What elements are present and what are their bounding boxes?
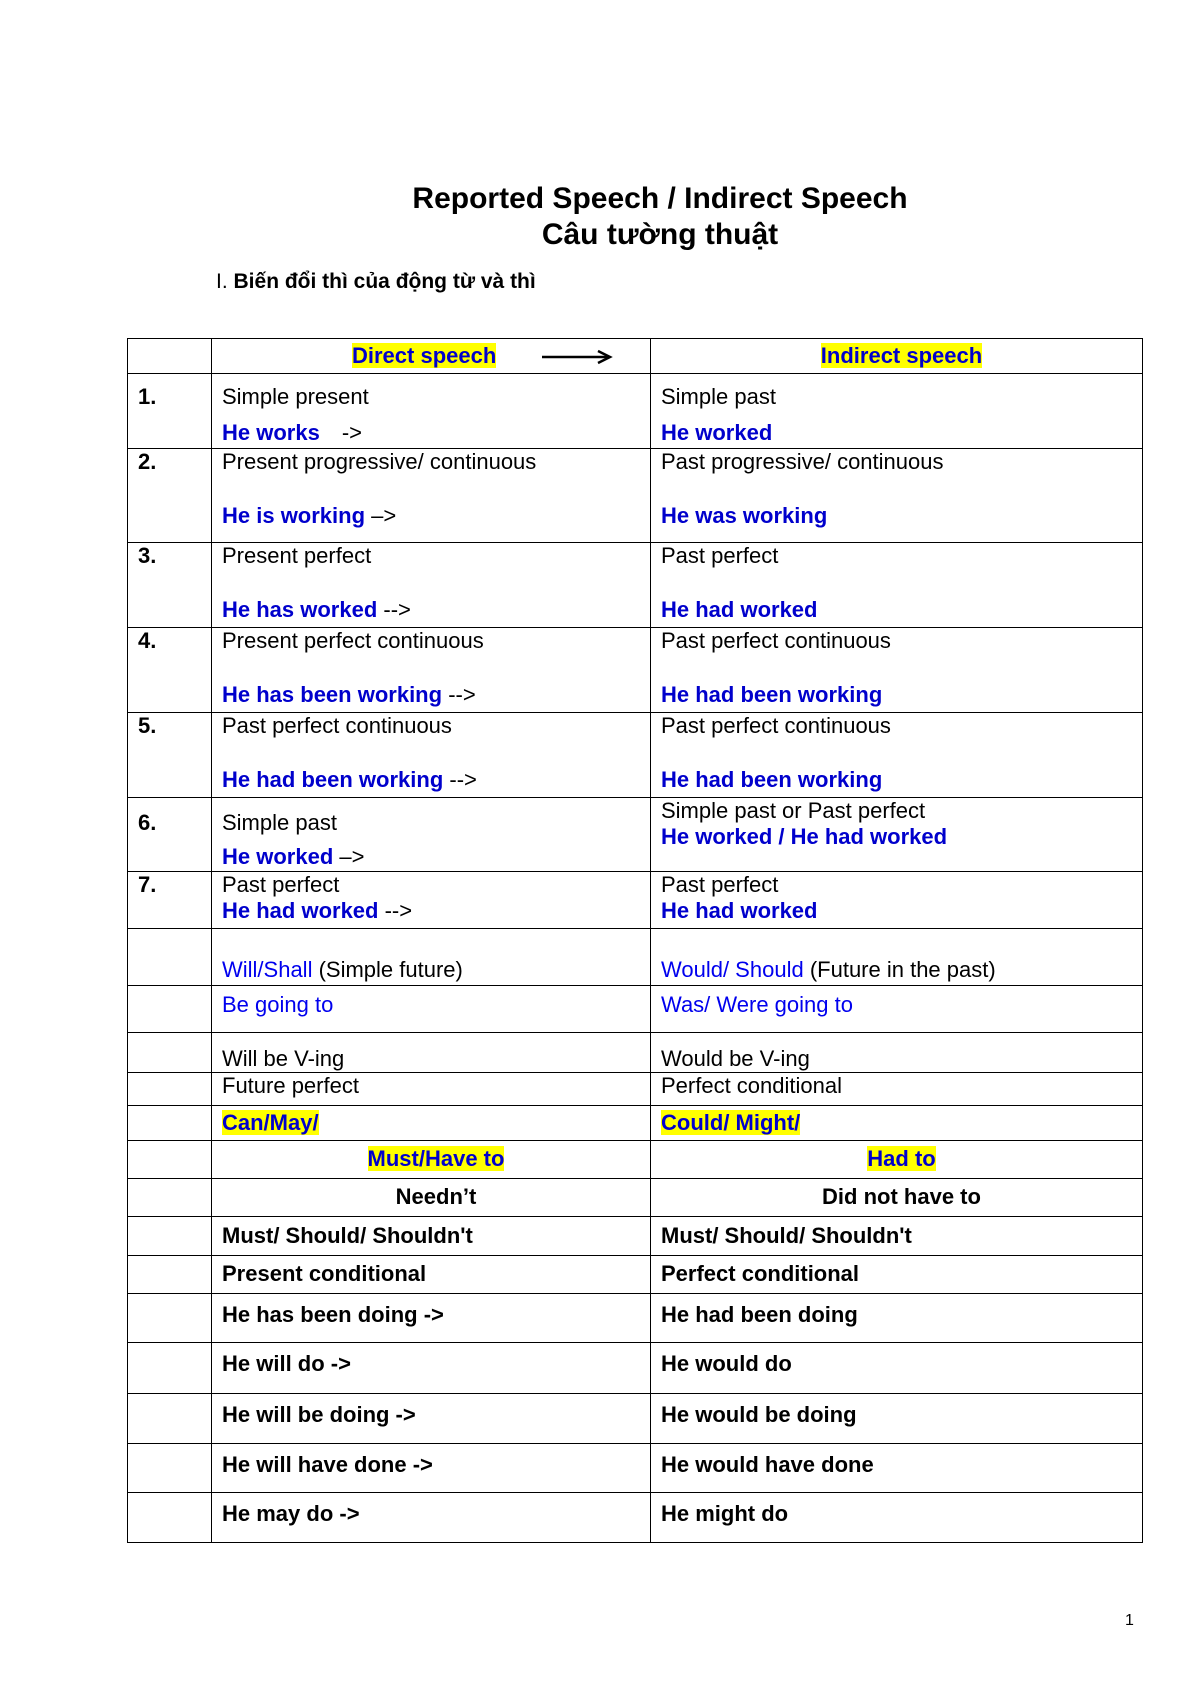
empty-cell xyxy=(128,1033,212,1073)
indirect-cell: He might do xyxy=(651,1493,1143,1543)
indirect-cell: Perfect conditional xyxy=(651,1073,1143,1106)
indirect-cell: Was/ Were going to xyxy=(651,986,1143,1033)
indirect-cell xyxy=(651,449,1143,543)
empty-cell xyxy=(128,1141,212,1179)
empty-cell xyxy=(128,1256,212,1294)
tense-name: (Future in the past) xyxy=(809,956,996,982)
tense-name: Past perfect continuous xyxy=(222,713,452,738)
direct-cell: Must/ Should/ Shouldn't xyxy=(212,1217,651,1256)
indirect-cell xyxy=(651,543,1143,628)
empty-cell xyxy=(128,1394,212,1444)
arrow-text: –> xyxy=(339,844,365,870)
row-number: 4. xyxy=(128,628,212,713)
example-row xyxy=(128,1394,1143,1444)
example-text: He had worked xyxy=(222,898,379,924)
tense-name: Past perfect xyxy=(661,872,779,897)
example-text: He was working xyxy=(661,503,828,529)
indirect-cell: Perfect conditional xyxy=(651,1256,1143,1294)
indirect-cell xyxy=(651,929,1143,986)
example-text: He worked / He had worked xyxy=(661,824,948,850)
direct-cell xyxy=(212,872,651,929)
empty-cell xyxy=(128,339,212,374)
direct-cell: He will do -> xyxy=(212,1343,651,1394)
empty-cell xyxy=(128,1493,212,1543)
direct-cell xyxy=(212,1141,651,1179)
direct-cell xyxy=(212,1106,651,1141)
tense-row xyxy=(128,449,1143,543)
tense-row xyxy=(128,374,1143,449)
tense-name: Simple past or Past perfect xyxy=(661,798,926,823)
empty-cell xyxy=(128,929,212,986)
indirect-cell: Must/ Should/ Shouldn't xyxy=(651,1217,1143,1256)
direct-cell: He may do -> xyxy=(212,1493,651,1543)
arrow-text: --> xyxy=(384,898,413,924)
direct-cell xyxy=(212,929,651,986)
row-number: 3. xyxy=(128,543,212,628)
tense-name: Simple past xyxy=(661,384,776,409)
modal-row xyxy=(128,1179,1143,1217)
row-number: 1. xyxy=(128,374,212,449)
empty-cell xyxy=(128,1179,212,1217)
example-row xyxy=(128,1444,1143,1493)
header-direct-cell xyxy=(212,339,651,374)
arrow-text: –> xyxy=(371,503,397,529)
example-text: He is working xyxy=(222,503,366,529)
modal-row xyxy=(128,1256,1143,1294)
direct-cell xyxy=(212,628,651,713)
tense-row xyxy=(128,872,1143,929)
direct-cell xyxy=(212,543,651,628)
tense-name: Past progressive/ continuous xyxy=(661,449,944,474)
example-text: He had been working xyxy=(661,767,883,793)
direct-cell: Present conditional xyxy=(212,1256,651,1294)
example-text: He had been working xyxy=(661,682,883,708)
header-indirect: Indirect speech xyxy=(820,342,983,368)
modal-row xyxy=(128,1073,1143,1106)
tense-name: Past perfect continuous xyxy=(661,628,891,653)
example-text: He works xyxy=(222,420,320,446)
modal-text: Would/ Should xyxy=(661,956,804,982)
example-text: He worked xyxy=(661,420,773,446)
direct-cell: He has been doing -> xyxy=(212,1294,651,1343)
arrow-text: --> xyxy=(449,767,477,793)
modal-text: Must/Have to xyxy=(367,1146,505,1172)
direct-cell: Needn’t xyxy=(212,1179,651,1217)
tense-row xyxy=(128,543,1143,628)
tense-name: Simple past xyxy=(222,810,337,835)
arrow-text: --> xyxy=(448,682,476,708)
modal-row xyxy=(128,929,1143,986)
indirect-cell xyxy=(651,798,1143,872)
modal-row xyxy=(128,1033,1143,1073)
tense-table xyxy=(127,338,1143,1543)
empty-cell xyxy=(128,1217,212,1256)
empty-cell xyxy=(128,1444,212,1493)
tense-name: Present progressive/ continuous xyxy=(222,449,537,474)
tense-row xyxy=(128,713,1143,798)
empty-cell xyxy=(128,1294,212,1343)
indirect-cell xyxy=(651,872,1143,929)
direct-cell: He will be doing -> xyxy=(212,1394,651,1444)
tense-name: Simple present xyxy=(222,384,369,409)
example-row xyxy=(128,1343,1143,1394)
tense-name: Present perfect xyxy=(222,543,372,568)
modal-text: Could/ Might/ xyxy=(661,1109,801,1135)
header-direct: Direct speech xyxy=(352,342,497,368)
arrow-text: --> xyxy=(383,597,411,623)
empty-cell xyxy=(128,1073,212,1106)
example-row xyxy=(128,1294,1143,1343)
page-subtitle: Câu tường thuật xyxy=(541,218,779,251)
modal-text: Had to xyxy=(867,1146,936,1172)
header-indirect-cell xyxy=(651,339,1143,374)
example-text: He had been working xyxy=(222,767,444,793)
indirect-cell: He would do xyxy=(651,1343,1143,1394)
indirect-cell: He would be doing xyxy=(651,1394,1143,1444)
empty-cell xyxy=(128,1106,212,1141)
tense-name: Past perfect xyxy=(661,543,779,568)
example-text: He had worked xyxy=(661,898,818,924)
row-number: 5. xyxy=(128,713,212,798)
modal-row xyxy=(128,986,1143,1033)
example-text: He had worked xyxy=(661,597,818,623)
indirect-cell: He would have done xyxy=(651,1444,1143,1493)
direct-cell: He will have done -> xyxy=(212,1444,651,1493)
indirect-cell xyxy=(651,713,1143,798)
row-number: 2. xyxy=(128,449,212,543)
direct-cell xyxy=(212,713,651,798)
row-number: 6. xyxy=(128,798,212,872)
page-title: Reported Speech / Indirect Speech xyxy=(412,182,908,215)
direct-cell: Be going to xyxy=(212,986,651,1033)
arrow-right-icon xyxy=(542,349,614,365)
arrow-text: -> xyxy=(341,420,363,446)
direct-cell xyxy=(212,449,651,543)
indirect-cell: He had been doing xyxy=(651,1294,1143,1343)
indirect-cell xyxy=(651,1106,1143,1141)
tense-row xyxy=(128,628,1143,713)
indirect-cell xyxy=(651,1141,1143,1179)
section-number: I. xyxy=(216,270,228,293)
direct-cell xyxy=(212,374,651,449)
example-text: He has worked xyxy=(222,597,378,623)
modal-row xyxy=(128,1141,1143,1179)
tense-name: Past perfect continuous xyxy=(661,713,891,738)
indirect-cell xyxy=(651,628,1143,713)
empty-cell xyxy=(128,1343,212,1394)
tense-row xyxy=(128,798,1143,872)
indirect-cell: Did not have to xyxy=(651,1179,1143,1217)
indirect-cell xyxy=(651,374,1143,449)
tense-name: (Simple future) xyxy=(318,956,463,982)
empty-cell xyxy=(128,986,212,1033)
modal-text: Can/May/ xyxy=(222,1109,319,1135)
page-number: 1 xyxy=(1125,1612,1134,1629)
tense-name: Present perfect continuous xyxy=(222,628,484,653)
example-row xyxy=(128,1493,1143,1543)
example-text: He worked xyxy=(222,844,334,870)
modal-text: Will/Shall xyxy=(222,956,313,982)
direct-cell: Will be V-ing xyxy=(212,1033,651,1073)
example-text: He has been working xyxy=(222,682,443,708)
direct-cell xyxy=(212,798,651,872)
row-number: 7. xyxy=(128,872,212,929)
modal-row xyxy=(128,1106,1143,1141)
header-row xyxy=(128,339,1143,374)
section-heading xyxy=(216,270,536,294)
indirect-cell: Would be V-ing xyxy=(651,1033,1143,1073)
modal-row xyxy=(128,1217,1143,1256)
direct-cell: Future perfect xyxy=(212,1073,651,1106)
section-label: Biến đổi thì của động từ và thì xyxy=(233,270,536,293)
tense-name: Past perfect xyxy=(222,872,340,897)
